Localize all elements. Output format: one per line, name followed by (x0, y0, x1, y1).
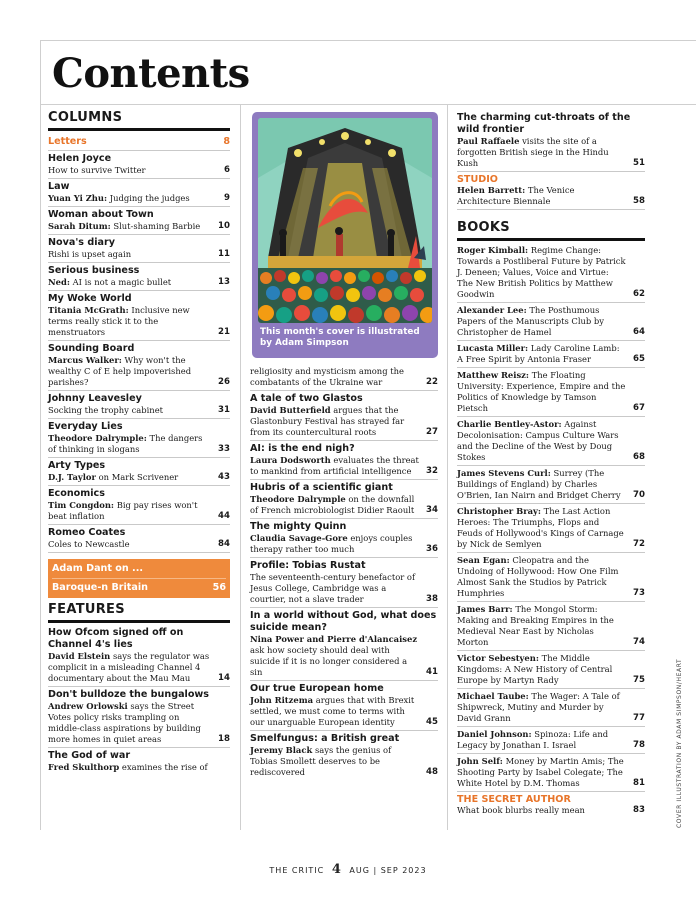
book-review-entry-body (457, 245, 633, 300)
column-entry-page: 10 (218, 221, 230, 231)
column-entry[interactable] (48, 391, 230, 419)
feature-entry-body (250, 494, 426, 516)
feature-entry-body (48, 651, 218, 684)
column-entry-heading: Everyday Lies (48, 421, 123, 432)
feature-entry-body (48, 701, 218, 745)
book-review-entry[interactable] (457, 341, 645, 368)
frontier-text: visits the site of a forgotten British siege in the Hindu Kush (457, 136, 609, 168)
letters-page: 8 (223, 136, 230, 147)
book-review-entry-line (457, 506, 645, 550)
studio-item[interactable] (457, 172, 645, 210)
feature-entry-text: argues that the Glastonbury Festival has strayed far from its countercultural roots (250, 405, 405, 437)
feature-entry[interactable] (250, 681, 438, 731)
feature-entry-author: Laura Dodsworth (250, 455, 331, 465)
orange-block-divider (52, 578, 226, 579)
secret-author-label: THE SECRET AUTHOR (457, 794, 571, 805)
feature-entry-line (250, 745, 438, 778)
book-review-entry-author: Matthew Reisz: (457, 370, 530, 380)
column-entry-page: 44 (218, 511, 230, 521)
feature-entry-heading: Our true European home (250, 683, 384, 694)
book-review-entry[interactable] (457, 466, 645, 504)
feature-entry-line (250, 634, 438, 678)
orange-block-line1: Adam Dant on ... (52, 563, 143, 574)
column-entry[interactable] (48, 263, 230, 291)
feature-entry-author: Nina Power and Pierre d'Alancaisez (250, 634, 418, 644)
feature-entry-text: religiosity and mysticism among the combatants of the Ukraine war (250, 366, 404, 387)
cover-credit: COVER ILLUSTRATION BY ADAM SIMPSON/HEART (676, 658, 683, 828)
column-entry-line (48, 500, 230, 522)
feature-entry-heading: How Ofcom signed off on Channel 4's lies (48, 627, 184, 650)
column-entry-page: 21 (218, 327, 230, 337)
column-entry-author: Sarah Ditum: (48, 221, 111, 231)
frontier-item[interactable] (457, 110, 645, 172)
orange-block-line2: Baroque-n Britain (52, 582, 148, 593)
feature-entry-page: 36 (426, 544, 438, 554)
feature-entry-page: 45 (426, 717, 438, 727)
studio-author: Helen Barrett: (457, 185, 526, 195)
column-entry-body (48, 355, 218, 388)
column-entry-author: Marcus Walker: (48, 355, 122, 365)
feature-entry-heading: Profile: Tobias Rustat (250, 560, 366, 571)
book-review-entry-line (457, 305, 645, 338)
feature-entry[interactable] (48, 687, 230, 748)
book-review-entry-body (457, 729, 633, 751)
book-review-entry-text: Cleopatra and the Undoing of Hollywood: How One Film Almost Sank the Studios by Patrick Humphries (457, 555, 619, 598)
feature-entry-author: David Butterfield (250, 405, 331, 415)
column-entry[interactable] (48, 525, 230, 553)
column-entry-text: Judging the judges (109, 193, 190, 203)
book-review-entry-page: 67 (633, 403, 645, 413)
column-entry-heading: Romeo Coates (48, 527, 126, 538)
feature-entry[interactable] (250, 480, 438, 519)
book-review-entry-body (457, 468, 633, 501)
feature-entry-author: Claudia Savage-Gore (250, 533, 348, 543)
column-entry[interactable] (48, 151, 230, 179)
column-entry-body (48, 433, 218, 455)
frame-left-rule (40, 40, 41, 830)
book-review-entry-body (457, 370, 633, 414)
feature-entry-page: 34 (426, 505, 438, 515)
column-entry-text: How to survive Twitter (48, 165, 146, 175)
column-entry-text: Big pay rises won't beat inflation (48, 500, 198, 521)
book-review-entry[interactable] (457, 504, 645, 553)
feature-entry[interactable] (250, 519, 438, 558)
book-review-entry-text: Surrey (The Buildings of England) by Charles O'Brien, Ian Nairn and Bridget Cherry (457, 468, 621, 500)
column-entry-heading: Nova's diary (48, 237, 115, 248)
secret-author-text: What book blurbs really mean (457, 805, 585, 815)
book-review-entry[interactable] (457, 368, 645, 417)
book-review-entry-body (457, 343, 633, 365)
book-review-entry-text: The Middle Kingdoms: A New History of Central Europe by Martyn Rady (457, 653, 613, 685)
feature-entry-heading: Smelfungus: a British great (250, 733, 400, 744)
column-entry-heading: Sounding Board (48, 343, 135, 354)
page-title: Contents (52, 50, 250, 97)
book-review-entry-body (457, 604, 633, 648)
secret-author-item[interactable] (457, 792, 645, 818)
book-review-entry-text: Spinoza: Life and Legacy by Jonathan I. Israel (457, 729, 609, 750)
middle-column (250, 112, 438, 780)
column-entry[interactable] (48, 207, 230, 235)
book-review-entry-author: James Stevens Curl: (457, 468, 551, 478)
feature-entry-heading: AI: is the end nigh? (250, 443, 355, 454)
column-entry-heading: Serious business (48, 265, 140, 276)
feature-entry-heading: In a world without God, what does suicide mean? (250, 610, 437, 633)
left-column (48, 110, 230, 775)
feature-entry-heading: A tale of two Glastos (250, 393, 363, 404)
book-review-entry-line (457, 468, 645, 501)
book-review-entry[interactable] (457, 651, 645, 689)
column-entry-body (48, 405, 218, 416)
book-review-entry-line (457, 604, 645, 648)
feature-entry-heading: Don't bulldoze the bungalows (48, 689, 209, 700)
feature-entry-body (250, 695, 426, 728)
column-entry-body (48, 305, 218, 338)
book-review-entry-author: Lucasta Miller: (457, 343, 529, 353)
column-entry-author: Yuan Yi Zhu: (48, 193, 108, 203)
column-entry-body (48, 221, 218, 232)
book-review-entry-body (457, 691, 633, 724)
feature-entry-text: evaluates the threat to mankind from artificial intelligence (250, 455, 419, 476)
feature-entry-line (250, 695, 438, 728)
frontier-page: 51 (633, 158, 645, 168)
feature-entry-page: 18 (218, 734, 230, 744)
features-heading: FEATURES (48, 602, 230, 623)
column-entry-page: 31 (218, 405, 230, 415)
feature-entry-author: Jeremy Black (250, 745, 313, 755)
feature-entry-text: ask how society should deal with suicide if it is no longer considered a sin (250, 645, 408, 677)
feature-entry[interactable] (250, 608, 438, 681)
book-review-entry-text: The Wager: A Tale of Shipwreck, Mutiny and Murder by David Grann (457, 691, 620, 723)
feature-entry-line (250, 366, 438, 388)
feature-entry[interactable] (48, 625, 230, 687)
feature-entry-body (250, 405, 426, 438)
column-entry[interactable] (48, 458, 230, 486)
book-review-entry-body (457, 305, 633, 338)
book-review-entry-author: Michael Taube: (457, 691, 529, 701)
feature-entry-body (250, 634, 426, 678)
book-review-entry-line (457, 555, 645, 599)
column-entry-page: 6 (224, 165, 230, 175)
feature-entry-author: Andrew Orlowski (48, 701, 128, 711)
book-review-entry-text: Regime Change: Towards a Postliberal Future by Patrick J. Deneen; Values, Voice and Virtue: The New British Politics by Matthew Goodwin (457, 245, 626, 299)
book-review-entry-author: Charlie Bentley-Astor: (457, 419, 562, 429)
books-heading: BOOKS (457, 220, 645, 241)
book-review-entry[interactable] (457, 303, 645, 341)
book-review-entry-page: 72 (633, 539, 645, 549)
feature-entry-line (48, 701, 230, 745)
feature-entry-body (250, 455, 426, 477)
feature-entry-text: says the regulator was complicit in a misleading Channel 4 documentary about the Mau Mau (48, 651, 210, 683)
book-review-entry-page: 64 (633, 327, 645, 337)
book-review-entry-line (457, 756, 645, 789)
feature-entry-author: Fred Skulthorp (48, 762, 120, 772)
feature-entry-text: says the Street Votes policy risks trampling on middle-class aspirations by building more homes in quiet areas (48, 701, 201, 744)
feature-entry-page: 41 (426, 667, 438, 677)
book-review-entry-page: 74 (633, 637, 645, 647)
middle-list (250, 364, 438, 780)
orange-block-page: 56 (212, 582, 226, 593)
book-review-entry-body (457, 653, 633, 686)
column-entry-page: 9 (224, 193, 230, 203)
feature-entry-body (250, 745, 426, 778)
columns-list (48, 151, 230, 553)
book-review-entry-text: The Floating University: Experience, Empire and the Politics of Knowledge by Tamson Pietsch (457, 370, 626, 413)
column-entry-line (48, 165, 230, 176)
feature-entry-text: examines the rise of (121, 762, 208, 772)
column-entry[interactable] (48, 179, 230, 207)
feature-entry-author: John Ritzema (250, 695, 314, 705)
book-review-entry-page: 81 (633, 778, 645, 788)
secret-author-page: 83 (633, 805, 645, 815)
letters-label: Letters (48, 136, 87, 147)
feature-entry-page: 22 (426, 377, 438, 387)
column-entry[interactable] (48, 486, 230, 525)
feature-entry-page: 48 (426, 767, 438, 777)
frame-top-rule (40, 40, 696, 41)
column-entry-line (48, 405, 230, 416)
books-list (457, 243, 645, 792)
feature-entry-body (48, 762, 230, 773)
book-review-entry-author: Roger Kimball: (457, 245, 529, 255)
book-review-entry-body (457, 506, 633, 550)
book-review-entry[interactable] (457, 553, 645, 602)
column-entry-text: Why won't the wealthy C of E help impoverished parishes? (48, 355, 192, 387)
column-entry-body (48, 277, 218, 288)
book-review-entry-line (457, 370, 645, 414)
cover-illustration (258, 118, 432, 323)
cover-caption: This month's cover is illustrated by Adam Simpson (260, 327, 420, 348)
column-entry-page: 13 (218, 277, 230, 287)
right-column (457, 110, 645, 818)
column-entry[interactable] (48, 419, 230, 458)
column-entry-text: AI is not a magic bullet (72, 277, 172, 287)
feature-entry-heading: Hubris of a scientific giant (250, 482, 393, 493)
book-review-entry-author: Victor Sebestyen: (457, 653, 539, 663)
column-divider-1 (240, 104, 241, 830)
feature-entry-heading: The God of war (48, 750, 131, 761)
book-review-entry-page: 65 (633, 354, 645, 364)
frontier-author: Paul Raffaele (457, 136, 520, 146)
column-entry[interactable] (48, 341, 230, 391)
book-review-entry-author: James Barr: (457, 604, 513, 614)
book-review-entry-body (457, 419, 633, 463)
footer-brand: THE CRITIC (269, 866, 325, 875)
column-divider-2 (447, 104, 448, 830)
feature-entry-body (250, 572, 426, 605)
book-review-entry-text: The Last Action Heroes: The Triumphs, Flops and Feuds of Hollywood's Kings of Carnage by Nick de Semlyen (457, 506, 624, 549)
footer (0, 862, 696, 877)
feature-entry-page: 32 (426, 466, 438, 476)
column-entry-author: Theodore Dalrymple: (48, 433, 147, 443)
feature-entry-line (250, 405, 438, 438)
book-review-entry-line (457, 653, 645, 686)
columns-heading: COLUMNS (48, 110, 230, 131)
book-review-entry[interactable] (457, 243, 645, 303)
column-entry-heading: My Woke World (48, 293, 132, 304)
feature-entry-heading: The mighty Quinn (250, 521, 347, 532)
column-entry-text: Rishi is upset again (48, 249, 132, 259)
studio-text: The Venice Architecture Biennale (457, 185, 575, 206)
book-review-entry[interactable] (457, 689, 645, 727)
feature-entry-line (250, 455, 438, 477)
feature-entry[interactable] (250, 391, 438, 441)
feature-entry[interactable] (250, 364, 438, 391)
column-entry-text: Inclusive new terms really stick it to the menstruators (48, 305, 190, 337)
book-review-entry-page: 73 (633, 588, 645, 598)
column-entry-line (48, 472, 230, 483)
column-entry-body (48, 193, 224, 204)
column-entry-text: The dangers of thinking in slogans (48, 433, 203, 454)
book-review-entry-author: Daniel Johnson: (457, 729, 532, 739)
column-entry-text: Socking the trophy cabinet (48, 405, 164, 415)
feature-entry[interactable] (250, 441, 438, 480)
feature-entry-line (48, 651, 230, 684)
feature-entry-text: argues that with Brexit settled, we must come to terms with our unarguable European identity (250, 695, 415, 727)
book-review-entry-page: 75 (633, 675, 645, 685)
column-entry-line (48, 539, 230, 550)
book-review-entry-author: John Self: (457, 756, 503, 766)
book-review-entry-author: Christopher Bray: (457, 506, 541, 516)
book-review-entry-page: 77 (633, 713, 645, 723)
column-entry[interactable] (48, 291, 230, 341)
book-review-entry-text: Against Decolonisation: Campus Culture Wars and the Decline of the West by Doug Stokes (457, 419, 619, 462)
frontier-heading: The charming cut-throats of the wild frontier (457, 112, 631, 135)
book-review-entry-author: Alexander Lee: (457, 305, 527, 315)
column-entry-line (48, 193, 230, 204)
feature-entry-page: 27 (426, 427, 438, 437)
feature-entry-body (250, 366, 426, 388)
adam-dant-feature-block[interactable] (48, 559, 230, 598)
column-entry-author: Ned: (48, 277, 70, 287)
book-review-entry-page: 68 (633, 452, 645, 462)
book-review-entry-body (457, 555, 633, 599)
feature-entry-text: enjoys couples therapy rather too much (250, 533, 413, 554)
column-entry-line (48, 277, 230, 288)
book-review-entry-text: Lady Caroline Lamb: A Free Spirit by Antonia Fraser (457, 343, 620, 364)
studio-page: 58 (633, 196, 645, 206)
book-review-entry[interactable] (457, 754, 645, 792)
book-review-entry[interactable] (457, 417, 645, 466)
column-entry-page: 11 (218, 249, 230, 259)
feature-entry-author: Theodore Dalrymple (250, 494, 346, 504)
column-entry-page: 84 (218, 539, 230, 549)
column-entry-text: on Mark Scrivener (98, 472, 179, 482)
column-entry-heading: Helen Joyce (48, 153, 112, 164)
feature-entry-line (48, 762, 230, 773)
book-review-entry-page: 70 (633, 490, 645, 500)
feature-entry-body (250, 533, 426, 555)
column-entry-text: Slut-shaming Barbie (113, 221, 201, 231)
book-review-entry-line (457, 691, 645, 724)
title-rule (40, 104, 696, 105)
column-entry-heading: Economics (48, 488, 105, 499)
cover-panel[interactable] (252, 112, 438, 358)
column-entry-body (48, 165, 224, 176)
feature-entry-line (250, 533, 438, 555)
column-entry[interactable] (48, 235, 230, 263)
feature-entry[interactable] (250, 558, 438, 608)
feature-entry[interactable] (250, 731, 438, 780)
column-entry-heading: Woman about Town (48, 209, 154, 220)
book-review-entry-body (457, 756, 633, 789)
feature-entry-page: 14 (218, 673, 230, 683)
column-entry-line (48, 433, 230, 455)
column-entry-body (48, 500, 218, 522)
column-entry-line (48, 221, 230, 232)
column-entry-body (48, 249, 218, 260)
column-entry-page: 33 (218, 444, 230, 454)
column-entry-line (48, 305, 230, 338)
column-entry-author: Titania McGrath: (48, 305, 129, 315)
book-review-entry-text: The Mongol Storm: Making and Breaking Empires in the Medieval Near East by Nicholas Morton (457, 604, 614, 647)
book-review-entry[interactable] (457, 602, 645, 651)
book-review-entry-line (457, 343, 645, 365)
feature-entry-line (250, 572, 438, 605)
book-review-entry-page: 78 (633, 740, 645, 750)
column-entry-body (48, 472, 218, 483)
column-entry-heading: Johnny Leavesley (48, 393, 142, 404)
column-entry-heading: Law (48, 181, 70, 192)
studio-label: STUDIO (457, 174, 498, 185)
book-review-entry-author: Sean Egan: (457, 555, 510, 565)
feature-entry-page: 38 (426, 594, 438, 604)
features-list (48, 625, 230, 775)
book-review-entry-line (457, 245, 645, 300)
column-entry-heading: Arty Types (48, 460, 106, 471)
column-entry-line (48, 249, 230, 260)
feature-entry-line (250, 494, 438, 516)
column-entry-body (48, 539, 218, 550)
feature-entry[interactable] (48, 748, 230, 775)
book-review-entry-text: The Posthumous Papers of the Manuscripts Club by Christopher de Hamel (457, 305, 605, 337)
letters-item[interactable] (48, 133, 230, 151)
column-entry-text: Coles to Newcastle (48, 539, 130, 549)
feature-entry-author: David Elstein (48, 651, 111, 661)
book-review-entry[interactable] (457, 727, 645, 754)
footer-date: AUG | SEP 2023 (349, 866, 427, 875)
book-review-entry-line (457, 419, 645, 463)
feature-entry-text: says the genius of Tobias Smollett deserves to be rediscovered (250, 745, 392, 777)
column-entry-author: D.J. Taylor (48, 472, 96, 482)
book-review-entry-line (457, 729, 645, 751)
feature-entry-text: on the downfall of French microbiologist Didier Raoult (250, 494, 415, 515)
book-review-entry-text: Money by Martin Amis; The Shooting Party by Isabel Colegate; The White Hotel by D.M. Thomas (457, 756, 624, 788)
column-entry-line (48, 355, 230, 388)
column-entry-author: Tim Congdon: (48, 500, 115, 510)
book-review-entry-page: 62 (633, 289, 645, 299)
footer-page-number: 4 (331, 862, 342, 877)
column-entry-page: 43 (218, 472, 230, 482)
column-entry-page: 26 (218, 377, 230, 387)
feature-entry-text: The seventeenth-century benefactor of Jesus College, Cambridge was a courtier, not a slave trader (250, 572, 416, 604)
